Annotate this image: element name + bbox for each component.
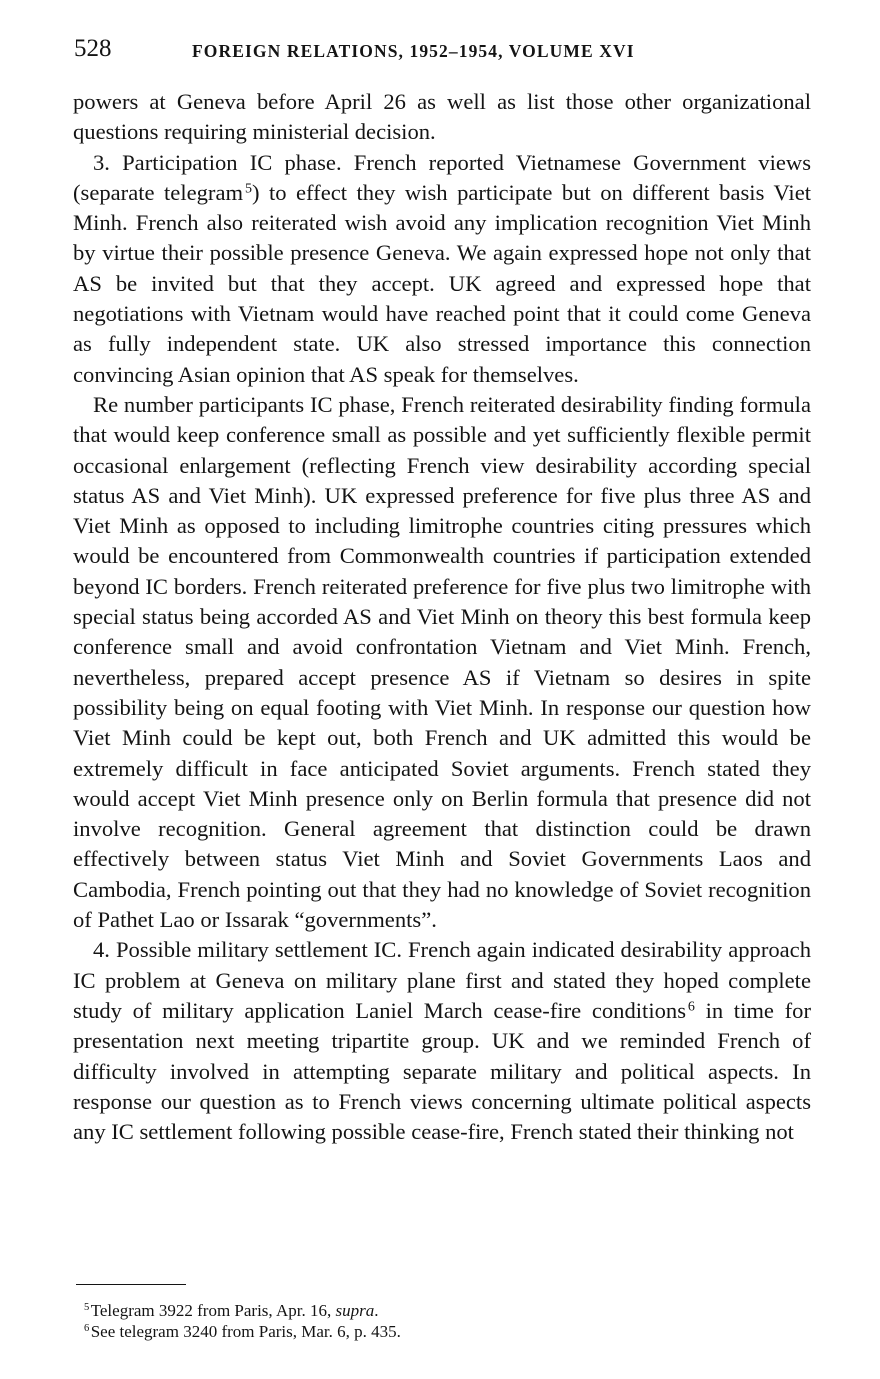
footnote-mark: 5 <box>84 1302 90 1314</box>
paragraph-text: Re number participants IC phase, French reiterated desirability finding formula that would keep conference small as possible and yet sufficiently flexible permit occasional enlargement (reflecting French view desirability according special status AS and Viet Minh). UK expressed preference for five plus three AS and Viet Minh as opposed to including limitrophe countries citing pressures which would be encountered from Commonwealth countries if participation extended beyond IC borders. French reiterated preference for five plus two limitrophe with special status being accorded AS and Viet Minh on theory this best formula keep conference small and avoid confrontation Vietnam and Viet Minh. French, nevertheless, prepared accept presence AS if Vietnam so desires in spite possibility being on equal footing with Viet Minh. In response our question how Viet Minh could be kept out, both French and UK admitted this would be extremely difficult in face anticipated Soviet arguments. French stated they would accept Viet Minh presence only on Berlin formula that presence did not involve recognition. General agreement that distinction could be drawn effectively between status Viet Minh and Soviet Governments Laos and Cambodia, French pointing out that they had no knowledge of Soviet recognition of Pathet Lao or Issarak “governments”. <box>73 391 811 933</box>
footnotes <box>84 1300 784 1342</box>
footnote-divider <box>76 1284 186 1285</box>
paragraph-participants <box>73 390 811 935</box>
paragraph-participation <box>73 148 811 390</box>
paragraph-text: powers at Geneva before April 26 as well as list those other organizational questions requiring ministerial decision. <box>73 89 811 145</box>
footnote-5 <box>84 1300 784 1321</box>
page-header <box>74 32 814 66</box>
paragraph-text: 3. Participation IC phase. French reported Vietnamese Government views (separate telegram <box>73 149 811 205</box>
page-number: 528 <box>74 35 112 62</box>
running-head: FOREIGN RELATIONS, 1952–1954, VOLUME XVI <box>192 41 635 61</box>
paragraph-military-settlement <box>73 935 811 1147</box>
footnote-6 <box>84 1321 784 1342</box>
paragraph-text: ) to effect they wish participate but on different basis Viet Minh. French also reiterated wish avoid any implication recognition Viet Minh by virtue their possible presence Geneva. We again expressed hope not only that AS be invited but that they accept. UK agreed and expressed hope that negotiations with Vietnam would have reached point that it could come Geneva as fully independent state. UK also stressed importance this connection convincing Asian opinion that AS speak for themselves. <box>73 179 811 387</box>
paragraph-text: in time for presentation next meeting tripartite group. UK and we reminded French of difficulty involved in attempting separate military and political aspects. In response our question as to French views concerning ultimate political aspects any IC settlement following possible cease-fire, French stated their thinking not <box>73 997 811 1145</box>
footnote-mark: 6 <box>84 1323 90 1335</box>
body-text <box>73 87 811 1147</box>
footnote-reference: 5 <box>244 181 252 197</box>
footnote-text-end: . <box>374 1301 379 1320</box>
footnote-text: See telegram 3240 from Paris, Mar. 6, p. 435. <box>90 1322 401 1341</box>
footnote-text: Telegram 3922 from Paris, Apr. 16, <box>90 1301 336 1320</box>
footnote-italic: supra <box>335 1301 375 1320</box>
paragraph-continuation <box>73 87 811 148</box>
paragraph-text: 4. Possible military settlement IC. French again indicated desirability approach IC problem at Geneva on military plane first and stated they hoped complete study of military application Laniel March cease-fire conditions <box>73 937 811 1023</box>
footnote-reference: 6 <box>687 999 695 1015</box>
